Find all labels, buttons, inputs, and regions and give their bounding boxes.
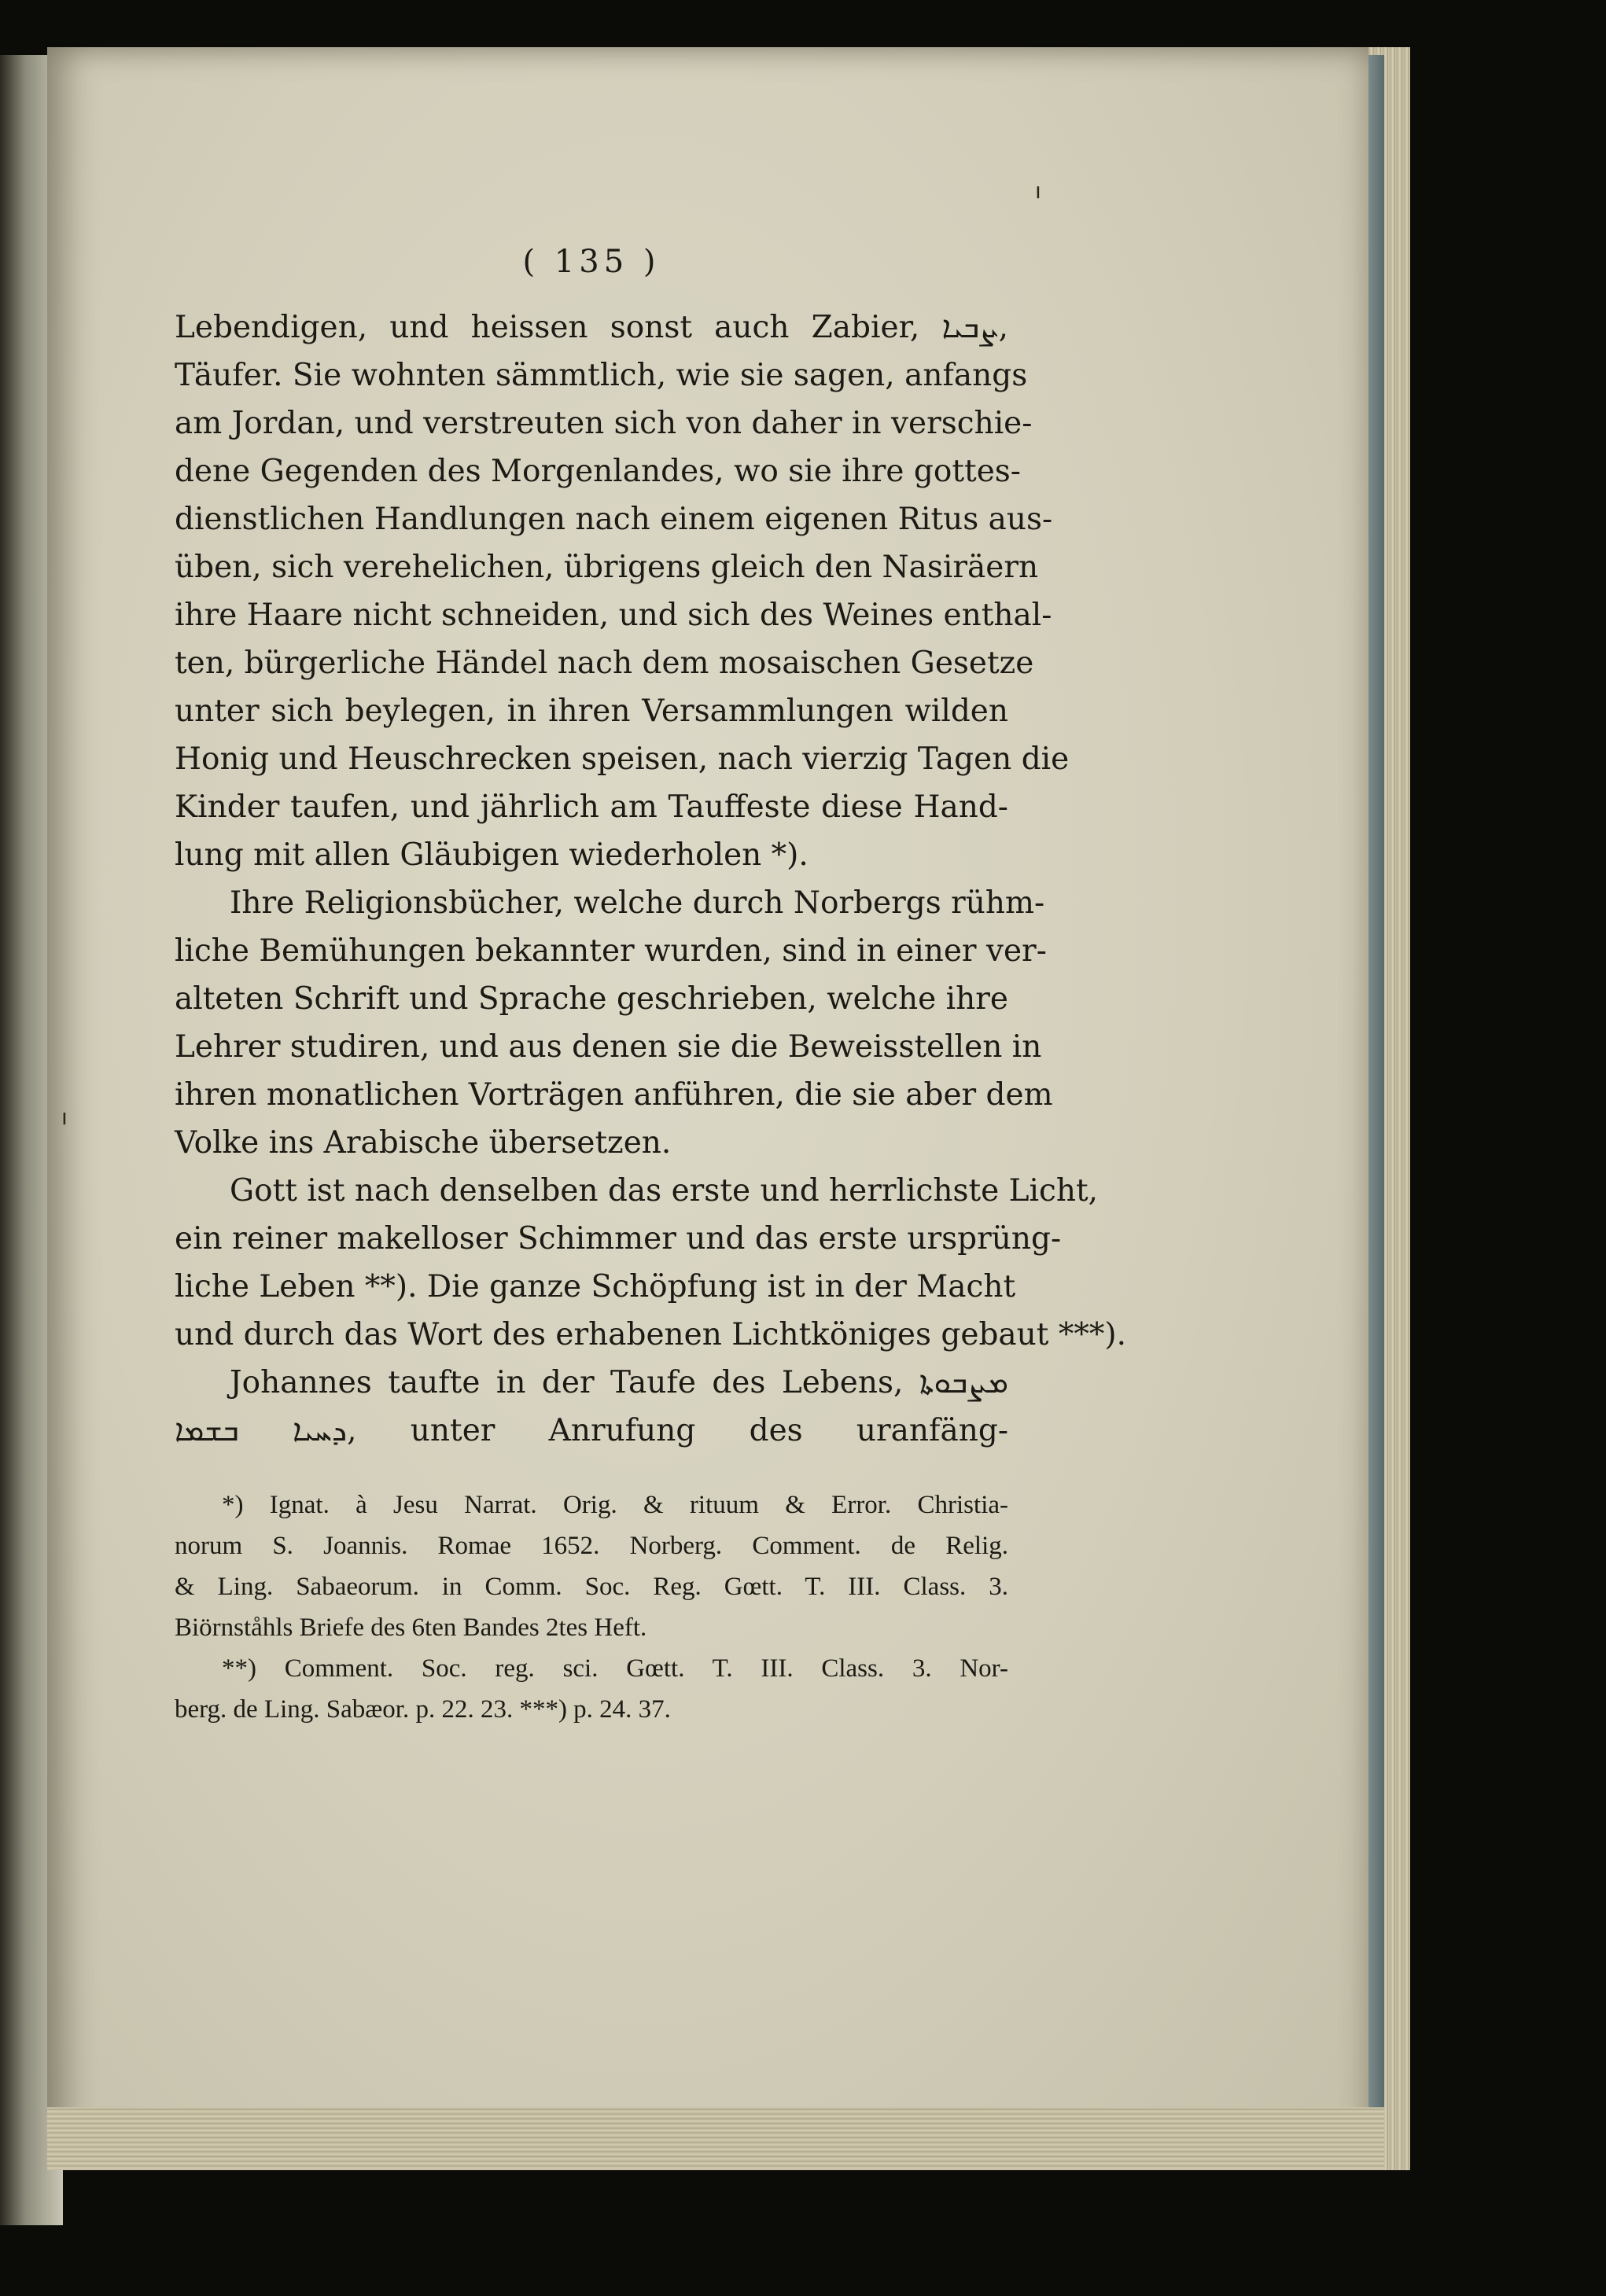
body-line: dienstlichen Handlungen nach einem eigenen Ritus aus- [175, 502, 1053, 537]
body-line: Honig und Heuschrecken speisen, nach vierzig Tagen die [175, 741, 1070, 777]
footnote-line: **) Comment. Soc. reg. sci. Gœtt. T. III. Class. 3. Nor- [222, 1654, 1008, 1683]
page-text [175, 244, 1126, 1730]
body-line: alteten Schrift und Sprache geschrieben, welche ihre [175, 981, 1008, 1017]
body-line: dene Gegenden des Morgenlandes, wo sie ihre gottes- [175, 454, 1021, 489]
body-line: unter sich beylegen, in ihren Versammlungen wilden [175, 694, 1008, 729]
page-number: ( 135 ) [522, 244, 661, 280]
page-bottom-edge [47, 2107, 1384, 2170]
body-line: Johannes taufte in der Taufe des Lebens, ܡܨܒܘܬܐ [230, 1365, 1008, 1400]
body-line: Lebendigen, und heissen sonst auch Zabier, ܨܒܝܐ, [175, 310, 1008, 345]
footnote-line: Biörnståhls Briefe des 6ten Bandes 2tes Heft. [175, 1613, 647, 1642]
body-line: Volke ins Arabische übersetzen. [175, 1125, 672, 1161]
body-line: ihre Haare nicht schneiden, und sich des Weines enthal- [175, 598, 1052, 633]
body-line: am Jordan, und verstreuten sich von daher in verschie- [175, 406, 1033, 441]
footnote-line: & Ling. Sabaeorum. in Comm. Soc. Reg. Gœtt. T. III. Class. 3. [175, 1573, 1008, 1601]
body-line: liche Leben **). Die ganze Schöpfung ist in der Macht [175, 1269, 1016, 1304]
body-line: Lehrer studiren, und aus denen sie die Beweisstellen in [175, 1029, 1042, 1065]
footnote-line: *) Ignat. à Jesu Narrat. Orig. & rituum & Error. Christia- [222, 1491, 1008, 1519]
body-line: ein reiner makelloser Schimmer und das erste ursprüng- [175, 1221, 1062, 1257]
footnote-line: berg. de Ling. Sabæor. p. 22. 23. ***) p. 24. 37. [175, 1695, 671, 1724]
body-line: lung mit allen Gläubigen wiederholen *). [175, 837, 809, 873]
body-line: liche Bemühungen bekannter wurden, sind in einer ver- [175, 933, 1047, 969]
body-line: und durch das Wort des erhabenen Lichtköniges gebaut ***). [175, 1317, 1126, 1352]
body-line: ihren monatlichen Vorträgen anführen, die sie aber dem [175, 1077, 1053, 1113]
body-line: Täufer. Sie wohnten sämmtlich, wie sie sagen, anfangs [175, 358, 1028, 393]
body-line: Ihre Religionsbücher, welche durch Norbergs rühm- [230, 885, 1045, 921]
footnote-line: norum S. Joannis. Romae 1652. Norberg. Comment. de Relig. [175, 1532, 1008, 1560]
body-line: üben, sich verehelichen, übrigens gleich den Nasiräern [175, 550, 1039, 585]
margin-tick-mark: ı [1035, 178, 1041, 204]
body-line: Gott ist nach denselben das erste und herrlichste Licht, [230, 1173, 1099, 1209]
body-line: ܕܚܝܐ ܒܫܡܐ, unter Anrufung des uranfäng- [175, 1413, 1008, 1448]
margin-tick-mark: ı [61, 1104, 68, 1130]
footnotes [175, 1485, 1008, 1730]
body-line: Kinder taufen, und jährlich am Tauffeste diese Hand- [175, 789, 1008, 825]
body-line: ten, bürgerliche Händel nach dem mosaischen Gesetze [175, 646, 1034, 681]
